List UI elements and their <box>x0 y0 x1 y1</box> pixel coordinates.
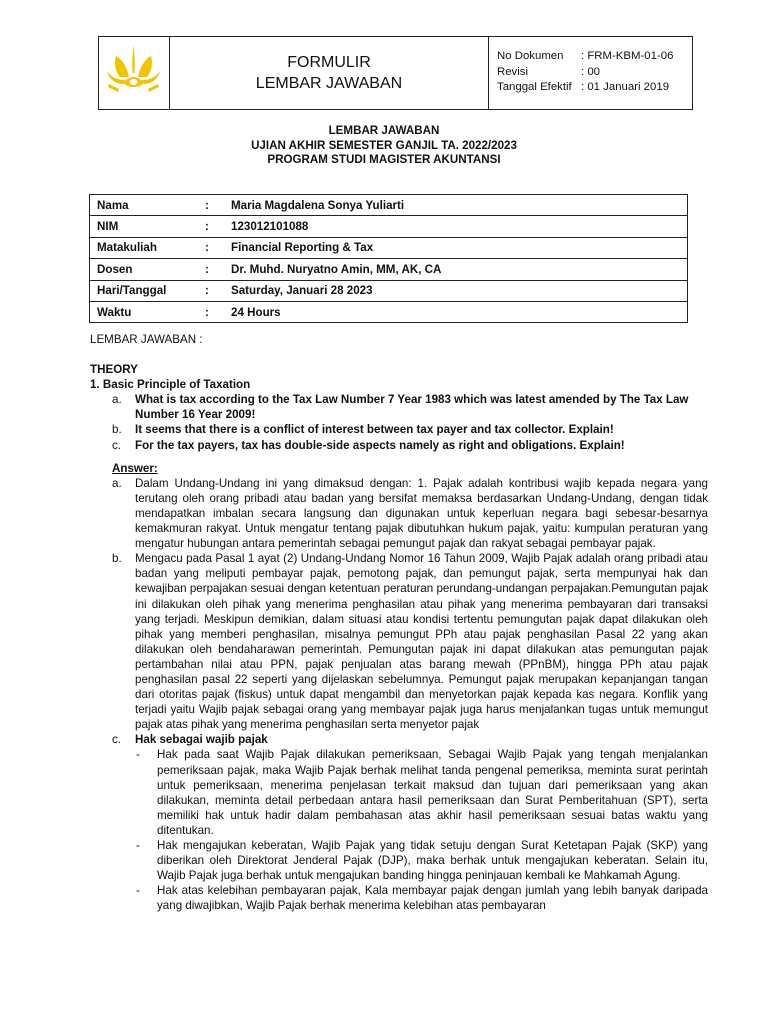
question-marker: b. <box>112 423 122 437</box>
info-value: Dr. Muhd. Nuryatno Amin, MM, AK, CA <box>231 262 442 276</box>
meta-key-no-dokumen: No Dokumen <box>497 50 564 62</box>
right-item <box>112 747 708 838</box>
meta-value-no-dokumen: : FRM-KBM-01-06 <box>581 50 674 62</box>
title-program: PROGRAM STUDI MAGISTER AKUNTANSI <box>267 153 501 166</box>
info-value: 24 Hours <box>231 305 281 319</box>
spacer <box>90 453 708 461</box>
info-value: 123012101088 <box>231 220 309 234</box>
meta-value-revisi: : 00 <box>581 65 600 78</box>
info-value: Saturday, Januari 28 2023 <box>231 284 373 298</box>
info-label: Hari/Tanggal <box>97 284 167 298</box>
meta-row <box>497 80 687 96</box>
info-colon: : <box>205 220 209 234</box>
info-label: Nama <box>97 198 129 212</box>
info-colon: : <box>205 241 209 255</box>
info-row-nama <box>90 195 687 216</box>
question-b <box>112 422 708 437</box>
answer-c <box>112 732 708 747</box>
title-ujian: UJIAN AKHIR SEMESTER GANJIL TA. 2022/2023 <box>251 138 517 152</box>
info-value: Maria Magdalena Sonya Yuliarti <box>231 198 405 212</box>
info-colon: : <box>205 284 209 298</box>
question-text: It seems that there is a conflict of interest between tax payer and tax collector. Explain! <box>135 423 614 437</box>
question-a <box>112 392 708 422</box>
info-label: NIM <box>97 220 119 234</box>
form-header <box>98 36 693 110</box>
answer-a <box>112 476 708 551</box>
answer-marker: c. <box>112 733 122 747</box>
meta-row <box>497 49 687 65</box>
question-marker: a. <box>112 393 122 407</box>
topic-heading: 1. Basic Principle of Taxation <box>90 378 251 392</box>
answer-marker: b. <box>112 552 122 566</box>
question-text: What is tax according to the Tax Law Number 7 Year 1983 which was latest amended by The Tax Law Number 16 Year 2009! <box>135 393 689 422</box>
info-value: Financial Reporting & Tax <box>231 241 374 255</box>
answer-c-title: Hak sebagai wajib pajak <box>135 733 268 747</box>
info-colon: : <box>205 305 209 319</box>
answer-b-text: Mengacu pada Pasal 1 ayat (2) Undang-Undang Nomor 16 Tahun 2009, Wajib Pajak adalah orang pribadi atau badan yang meliputi pembayar pajak, pemotong pajak, dan pemungut pajak, serta mempunyai hak dan kewajiban perpajakan sesuai dengan ketentuan peraturan perundang-undangan perpajakan.Pemungutan pajak ini dilakukan oleh pihak yang menerima penghasilan atau pihak yang menerima pembayaran dari transaksi yang terjadi. Meskipun demikian, dalam situasi atau kondisi tertentu pemungutan pajak dapat dilakukan oleh pihak yang memberi penghasilan, misalnya pemungut PPh atau pajak penghasilan Pasal 22 yang akan dilakukan oleh bendaharawan pemerintah. Pemungutan pajak ini dapat dilakukan atas pemungutan pajak pertambahan nilai atau PPN, pajak penjualan atas barang mewah (PPnBM), hingga PPh atau pajak penghasilan pasal 22 seperti yang dijelaskan sebelumnya. Pemungut pajak merupakan kepanjangan tangan dari otoritas pajak (fiskus) untuk dapat mengambil dan menyetorkan pajak kepada kas negara. Konflik yang terjadi yaitu Wajib pajak sebagai orang yang membayar pajak juga harus menjalankan tugas untuk memungut pajak atas pihak yang menerima penghasilan serta menyetor pajak <box>135 552 708 732</box>
question-text: For the tax payers, tax has double-side aspects namely as right and obligations. Explain! <box>135 438 625 452</box>
question-c <box>112 438 708 453</box>
student-info-table <box>89 194 688 323</box>
theory-heading: THEORY <box>90 363 138 377</box>
info-row-hari-tanggal <box>90 281 687 302</box>
dash-marker: - <box>136 748 140 762</box>
right-item <box>112 883 708 913</box>
info-label: Dosen <box>97 262 133 276</box>
right-item-text: Hak pada saat Wajib Pajak dilakukan pemeriksaan, Sebagai Wajib Pajak yang tengah menjalankan pemeriksaan pajak, maka Wajib Pajak berhak melihat tanda pengenal pemeriksa, meminta surat perintah untuk pemeriksaan, menerima penjelasan terkait maksud dan tujuan dari pemeriksaan yang akan dilakukan, meminta detail perbedaan antara hasil pemeriksaan dan Surat Pemberitahuan (SPT), serta memiliki hak untuk hadir dalam pembahasan atas akhir hasil pemeriksaan sesuai batas waktu yang ditentukan. <box>157 748 708 837</box>
answer-a-text: Dalam Undang-Undang ini yang dimaksud dengan: 1. Pajak adalah kontribusi wajib kepada negara yang terutang oleh orang pribadi atau badan yang bersifat memaksa berdasarkan Undang-Undang, dengan tidak mendapatkan imbalan secara langsung dan digunakan untuk keperluan negara bagi sebesar-besarnya kemakmuran rakyat. Untuk mengatur tentang pajak dibutuhkan hukum pajak, yaitu: kumpulan peraturan yang mengatur hubungan antara pemerintah sebagai pemungut pajak dan rakyat sebagai pembayar pajak. <box>135 476 708 551</box>
info-row-nim <box>90 216 687 237</box>
info-colon: : <box>205 262 209 276</box>
form-title-line2: LEMBAR JAWABAN <box>255 75 403 92</box>
section-label: LEMBAR JAWABAN : <box>90 333 203 346</box>
answer-label: Answer: <box>112 461 158 475</box>
info-label: Waktu <box>97 305 132 319</box>
meta-key-revisi: Revisi <box>497 65 529 78</box>
question-marker: c. <box>112 438 122 452</box>
answer-marker: a. <box>112 476 122 490</box>
meta-key-tanggal-efektif: Tanggal Efektif <box>497 81 572 93</box>
meta-value-tanggal-efektif: : 01 Januari 2019 <box>581 81 670 93</box>
info-row-matakuliah <box>90 238 687 259</box>
form-title <box>170 37 489 109</box>
university-emblem-icon <box>99 37 169 109</box>
info-row-waktu <box>90 302 687 322</box>
info-colon: : <box>205 198 209 212</box>
dash-marker: - <box>136 884 140 898</box>
info-row-dosen <box>90 259 687 280</box>
exam-titles <box>0 124 768 168</box>
form-title-line1: FORMULIR <box>287 54 371 71</box>
title-lembar-jawaban: LEMBAR JAWABAN <box>328 124 440 137</box>
document-meta <box>497 49 687 96</box>
answer-b <box>112 551 708 732</box>
meta-row <box>497 65 687 81</box>
right-item-text: Hak mengajukan keberatan, Wajib Pajak yang tidak setuju dengan Surat Ketetapan Pajak (SKP) yang diberikan oleh Direktorat Jenderal Pajak (DJP), maka berhak untuk mengajukan keberatan. Selain itu, Wajib Pajak juga berhak untuk mengajukan banding hingga peninjauan kembali ke Mahkamah Agung. <box>157 839 708 883</box>
answer-body <box>90 332 708 913</box>
right-item-text: Hak atas kelebihan pembayaran pajak, Kala membayar pajak dengan jumlah yang lebih banyak daripada yang diwajibkan, Wajib Pajak berhak menerima kelebihan atas pembayaran <box>157 884 708 913</box>
spacer <box>90 347 708 362</box>
info-label: Matakuliah <box>97 241 157 255</box>
dash-marker: - <box>136 839 140 852</box>
logo-cell <box>99 37 170 109</box>
right-item <box>112 838 708 883</box>
